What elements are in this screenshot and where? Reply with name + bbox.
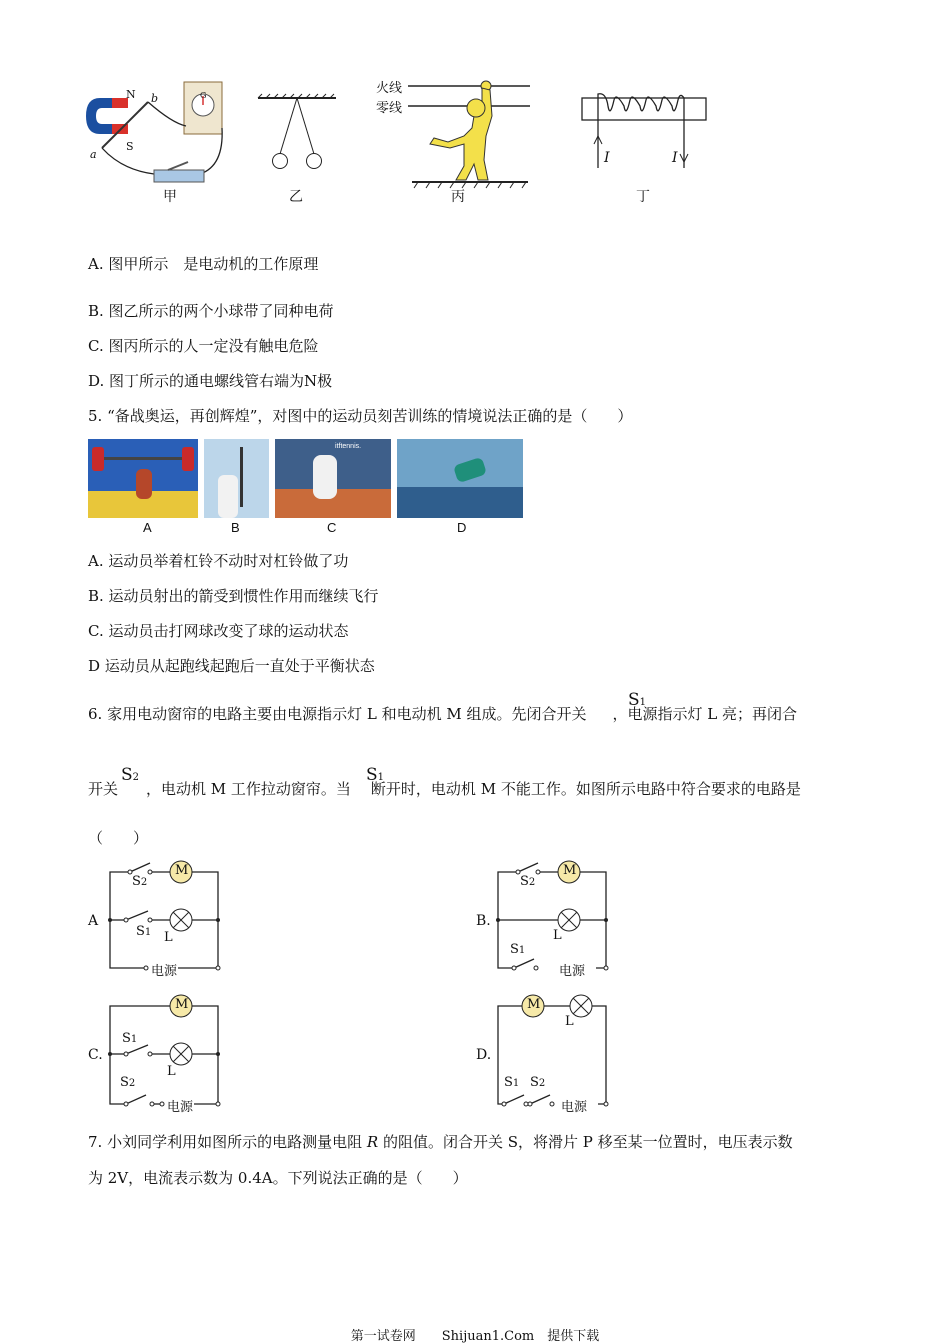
q4-option-a: A. 图甲所示 是电动机的工作原理 [88,255,319,273]
wire-a-label: a [90,148,97,161]
q4-option-c: C. 图丙所示的人一定没有触电危险 [88,337,319,355]
neutral-wire-label: 零线 [376,101,403,116]
figure-ding-drawing [580,94,710,174]
circuit-b-source: 电源 [558,960,586,979]
figure-bing-drawing [408,80,532,188]
q7-line1: 7. 小刘同学利用如图所示的电路测量电阻 R 的阻值。闭合开关 S，将滑片 P 移至某一位置时，电压表示数 [88,1133,793,1151]
q4-option-d: D. 图丁所示的通电螺线管右端为N极 [88,372,333,390]
wire-b-label: b [151,92,159,105]
q6-s2-symbol: S2 [121,765,140,785]
photo-tennis [275,439,391,518]
circuit-b-switch-s1: S1 [510,942,526,957]
circuit-a-source: 电源 [150,960,178,979]
circuit-b-motor: M [563,863,577,878]
circuit-d-motor: M [527,997,541,1012]
figure-jia-label: 甲 [163,189,177,205]
circuit-c-label: C. [88,1047,103,1063]
photo-label-d: D [457,520,467,535]
q5-option-c: C. 运动员击打网球改变了球的运动状态 [88,622,349,640]
page-footer: 第一试卷网 Shijuan1.Com 提供下载 [350,1329,600,1344]
circuit-c-switch-s2: S2 [120,1075,136,1090]
circuit-d-source: 电源 [560,1096,588,1115]
q6-line2: 开关 ，电动机 M 工作拉动窗帘。当 断开时，电动机 M 不能工作。如图所示电路中符合要求的电路是 [88,780,801,798]
circuit-c-wires [108,994,222,1110]
photo-sprint [397,439,523,518]
q6-s1-symbol: S1 [628,690,647,710]
circuit-d-lamp: L [565,1014,574,1029]
photo-label-a: A [143,520,152,535]
photo-archery [204,439,269,518]
q6-s1-symbol-2: S1 [366,765,385,785]
q5-option-a: A. 运动员举着杠铃不动时对杠铃做了功 [88,552,349,570]
circuit-a-switch-s2: S2 [132,874,148,889]
live-wire-label: 火线 [376,81,403,96]
circuit-a-lamp: L [164,930,173,945]
photo-label-c: C [327,520,337,535]
magnet-n-label: N [126,88,136,101]
circuit-b-lamp: L [553,928,562,943]
q6-line1: 6. 家用电动窗帘的电路主要由电源指示灯 L 和电动机 M 组成。先闭合开关 ，电源指示灯 L 亮；再闭合 [88,705,797,723]
circuit-b-switch-s2: S2 [520,874,536,889]
circuit-a-wires [108,858,222,974]
circuit-b-label: B. [476,913,491,929]
circuit-c-switch-s1: S1 [122,1031,138,1046]
circuit-a-motor: M [175,863,189,878]
current-right-label: I [672,150,678,166]
circuit-d-switch-s2: S2 [530,1075,546,1090]
circuit-c-source: 电源 [166,1096,194,1115]
circuit-c-lamp: L [167,1064,176,1079]
circuit-d-label: D. [476,1047,492,1063]
circuit-a-label: A [88,913,99,929]
q5-option-d: D 运动员从起跑线起跑后一直处于平衡状态 [88,657,375,675]
circuit-a-switch-s1: S1 [136,924,152,939]
q5-stem: 5. “备战奥运，再创辉煌”，对图中的运动员刻苦训练的情境说法正确的是（ ） [88,407,633,425]
figure-ding-label: 丁 [636,189,650,205]
galvanometer-label: G [200,91,207,100]
photo-banner-text: itftennis. [335,443,362,450]
figure-yi-drawing [258,94,338,176]
figure-bing-label: 丙 [451,189,465,205]
magnet-s-label: S [126,140,134,153]
circuit-d-switch-s1: S1 [504,1075,520,1090]
circuit-d-wires [496,994,610,1110]
q5-option-b: B. 运动员射出的箭受到惯性作用而继续飞行 [88,587,379,605]
q7-line2: 为 2V，电流表示数为 0.4A。下列说法正确的是（ ） [88,1169,468,1187]
photo-label-b: B [231,520,240,535]
current-left-label: I [604,150,610,166]
circuit-c-motor: M [175,997,189,1012]
q4-option-b: B. 图乙所示的两个小球带了同种电荷 [88,302,334,320]
figure-yi-label: 乙 [289,189,303,205]
q6-line3: （ ） [88,829,149,847]
photo-weightlifting [88,439,198,518]
